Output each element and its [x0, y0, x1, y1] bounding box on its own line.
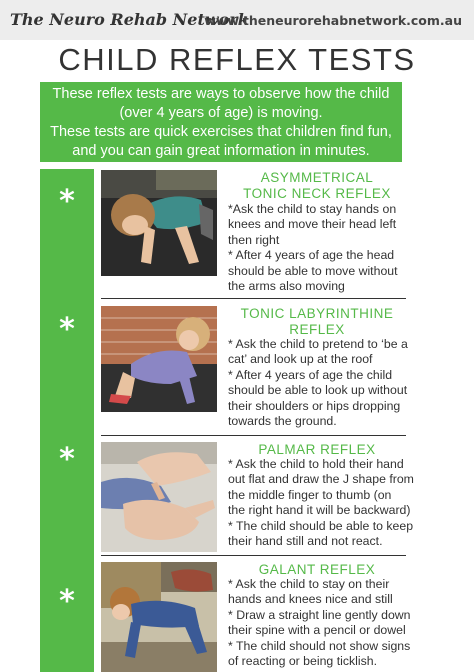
body-line: * Draw a straight line gently down — [228, 607, 411, 622]
hand-palm-test-photo — [101, 442, 217, 552]
body-line: should be able to move without — [228, 263, 398, 278]
body-line: hands and knees nice and still — [228, 592, 393, 607]
section-title-galant-reflex — [228, 562, 406, 578]
section-divider — [101, 435, 406, 436]
child-spine-test-photo — [101, 562, 217, 672]
intro-line: (over 4 years of age) is moving. — [119, 105, 323, 121]
body-line: * After 4 years of age the head — [228, 248, 395, 263]
body-line: *Ask the child to stay hands on — [228, 202, 397, 216]
child-crawling-photo — [101, 170, 217, 276]
section-title-line: PALMAR REFLEX — [258, 442, 376, 457]
body-line: * After 4 years of age the child — [228, 367, 393, 382]
section-title-palmar-reflex — [228, 442, 406, 458]
body-line: then right — [228, 232, 280, 247]
body-line: their spine with a pencil or dowel — [228, 623, 406, 638]
section-divider — [101, 555, 406, 556]
asterisk-icon: * — [59, 584, 75, 619]
body-line: * Ask the child to stay on their — [228, 577, 390, 591]
body-line: towards the ground. — [228, 414, 337, 429]
section-body-asymmetrical-tonic-neck-reflex — [228, 202, 418, 294]
section-body-galant-reflex — [228, 577, 418, 669]
section-title-asymmetrical-tonic-neck-reflex — [228, 170, 406, 202]
section-body-tonic-labyrinthine-reflex — [228, 337, 418, 429]
section-divider — [101, 298, 406, 299]
body-line: * The child should not show signs — [228, 638, 411, 653]
body-line: should be able to look up without — [228, 383, 408, 398]
body-line: * Ask the child to pretend to ‘be a — [228, 337, 408, 351]
asterisk-icon: * — [59, 312, 75, 347]
section-title-line: TONIC LABYRINTHINE — [240, 306, 394, 321]
section-title-line: GALANT REFLEX — [258, 562, 376, 577]
asterisk-icon: * — [59, 184, 75, 219]
section-title-line: ASYMMETRICAL — [260, 170, 374, 185]
body-line: of reacting or being ticklish. — [228, 654, 378, 669]
body-line: the right hand it will be backward) — [228, 503, 411, 518]
section-title-line: TONIC NECK REFLEX — [243, 186, 391, 201]
brand-logo-text: The Neuro Rehab Network — [10, 10, 249, 29]
section-title-tonic-labyrinthine-reflex — [228, 306, 406, 338]
intro-line: These reflex tests are ways to observe how the child — [52, 86, 390, 102]
body-line: the arms also moving — [228, 279, 345, 294]
asterisk-icon: * — [59, 442, 75, 477]
intro-line: These tests are quick exercises that children find fun, — [50, 124, 392, 140]
side-stripe — [40, 169, 94, 672]
website-url[interactable]: www.theneurorehabnetwork.com.au — [204, 13, 462, 28]
body-line: the middle finger to thumb (on — [228, 487, 392, 502]
body-line: their hand still and not react. — [228, 534, 383, 549]
body-line: * Ask the child to hold their hand — [228, 457, 404, 471]
body-line: knees and move their head left — [228, 217, 397, 232]
intro-box — [40, 82, 402, 162]
body-line: their shoulders or hips dropping — [228, 398, 401, 413]
body-line: out flat and draw the J shape from — [228, 472, 414, 487]
child-cat-pose-photo — [101, 306, 217, 412]
body-line: cat’ and look up at the roof — [228, 352, 373, 367]
header-bar — [0, 0, 474, 40]
body-line: * The child should be able to keep — [228, 518, 414, 533]
section-title-line: REFLEX — [289, 322, 345, 337]
section-body-palmar-reflex — [228, 457, 418, 549]
intro-line: and you can gain great information in minutes. — [72, 143, 370, 159]
page-title: CHILD REFLEX TESTS — [58, 42, 416, 77]
